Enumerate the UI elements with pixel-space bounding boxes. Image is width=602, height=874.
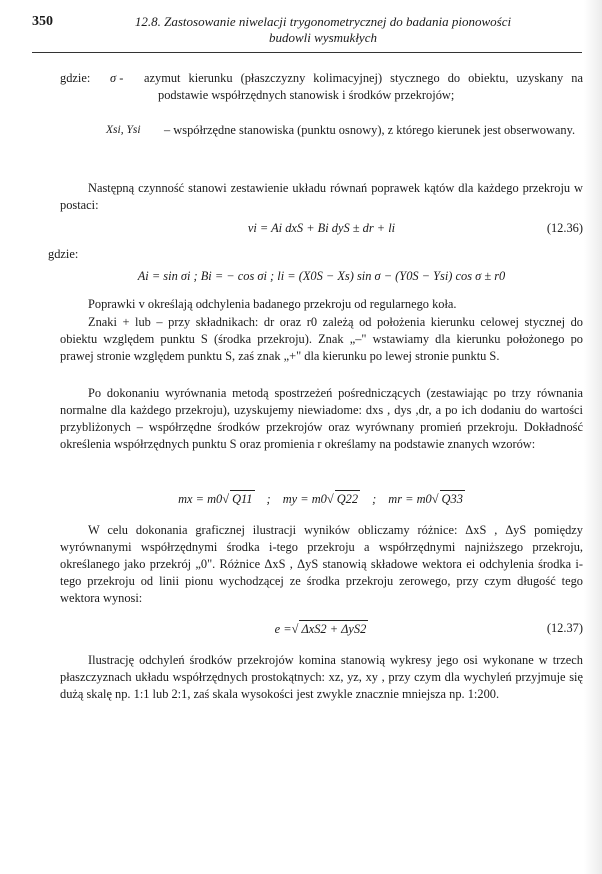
- header-rule: [32, 52, 582, 53]
- definition-symbol-sigma: σ -: [110, 71, 124, 85]
- running-head: [88, 14, 558, 46]
- equation-12-37-formula: [60, 620, 583, 638]
- formula-mr-radicand: Q33: [440, 490, 465, 508]
- definition-label: gdzie:: [60, 71, 91, 85]
- running-head-line1: 12.8. Zastosowanie niwelacji trygonometrycznej do badania pionowości: [134, 14, 512, 29]
- formula-mr: mr = m0: [388, 492, 432, 506]
- equation-12-36: [60, 220, 583, 240]
- running-head-line2: budowli wysmukłych: [269, 30, 377, 45]
- page-number: 350: [32, 14, 53, 29]
- equation-12-36-formula: vi = Ai dxS + Bi dyS ± dr + li: [247, 221, 396, 235]
- sqrt-symbol: √: [326, 492, 334, 506]
- paragraph-graficzna: W celu dokonania graficznej ilustracji wyników obliczamy różnice: ΔxS , ΔyS pomiędzy wyrównanymi współrzędnymi środka i-tego przekroju a współrzędnymi najniższego przekroju, określanego jako przekrój „0". Różnice ΔxS , ΔyS stanowią składowe wektora ei odchylenia środka i-tego przekroju od linii pionu wychodzącej ze środka przekroju zerowego, przy czym długość tego wektora wynosi:: [60, 523, 583, 606]
- formula-my: my = m0: [282, 492, 327, 506]
- equation-12-36-number: (12.36): [546, 221, 583, 235]
- formula-mx: mx = m0: [178, 492, 223, 506]
- sqrt-symbol: √: [222, 492, 230, 506]
- paragraph-poprawki: Poprawki v określają odchylenia badanego przekroju od regularnego koła.: [88, 297, 457, 311]
- definition-text-xy: – współrzędne stanowiska (punktu osnowy), z którego kierunek jest obserwowany.: [164, 123, 576, 137]
- equation-12-37-radicand: ΔxS2 + ΔyS2: [299, 620, 368, 638]
- equation-12-37-lhs: e =: [274, 622, 292, 636]
- equation-12-37-number: (12.37): [546, 621, 583, 635]
- page-edge-shadow: [584, 0, 602, 874]
- coefficient-formula: [60, 268, 583, 288]
- accuracy-formulas: [60, 490, 583, 514]
- definition-text-sigma: azymut kierunku (płaszczyzny kolimacyjnej) stycznego do obiektu, uzyskany na podstawie współrzędnych stanowisk i środków przekrojów;: [144, 71, 583, 103]
- paragraph-intro: Następną czynność stanowi zestawienie układu równań poprawek kątów dla każdego przekroju w postaci:: [60, 181, 583, 213]
- gdzie-label: gdzie:: [48, 247, 79, 261]
- paragraph-znaki: Znaki + lub – przy składnikach: dr oraz r0 zależą od położenia kierunku celowej stycznej do obiektu względem punktu S (środka przekroju). Znak „–" wstawiamy dla kierunku położonego po prawej stronie względem punktu S, zaś znak „+" dla kierunku po lewej stronie punktu S.: [60, 315, 583, 364]
- definition-symbol-xy: Xsi, Ysi: [106, 124, 141, 136]
- paragraph-wyrownanie: Po dokonaniu wyrównania metodą spostrzeżeń pośredniczących (zestawiając po trzy równania normalne dla każdego przekroju), uzyskujemy niewiadome: dxs , dys ,dr, a po ich dodaniu do wartości przybliżonych – współrzędne środków przekrojów oraz wyrównany promień przekroju. Dokładność określenia współrzędnych punktu S oraz promienia r określamy na podstawie znanych wzorów:: [60, 386, 583, 452]
- formula-my-radicand: Q22: [335, 490, 360, 508]
- accuracy-formulas-line: mx = m0√ Q11 ; my = m0√ Q22 ; mr = m0√ Q33: [60, 490, 583, 508]
- formula-mx-radicand: Q11: [230, 490, 254, 508]
- sqrt-symbol: √: [431, 492, 439, 506]
- coefficient-formula-text: Ai = sin σi ; Bi = − cos σi ; li = (X0S − Xs) sin σ − (Y0S − Ysi) cos σ ± r0: [137, 269, 506, 283]
- equation-12-37: [60, 620, 583, 646]
- sqrt-symbol: √: [291, 622, 299, 636]
- paragraph-ilustracja: Ilustrację odchyleń środków przekrojów komina stanowią wykresy jego osi wykonane w trzech płaszczyznach układu współrzędnych prostokątnych: xz, yz, xy , przy czym dla wychyleń przyjmuje się dużą skalę np. 1:1 lub 2:1, zaś skala wysokości jest zwykle znacznie mniejsza np. 1:200.: [60, 653, 583, 702]
